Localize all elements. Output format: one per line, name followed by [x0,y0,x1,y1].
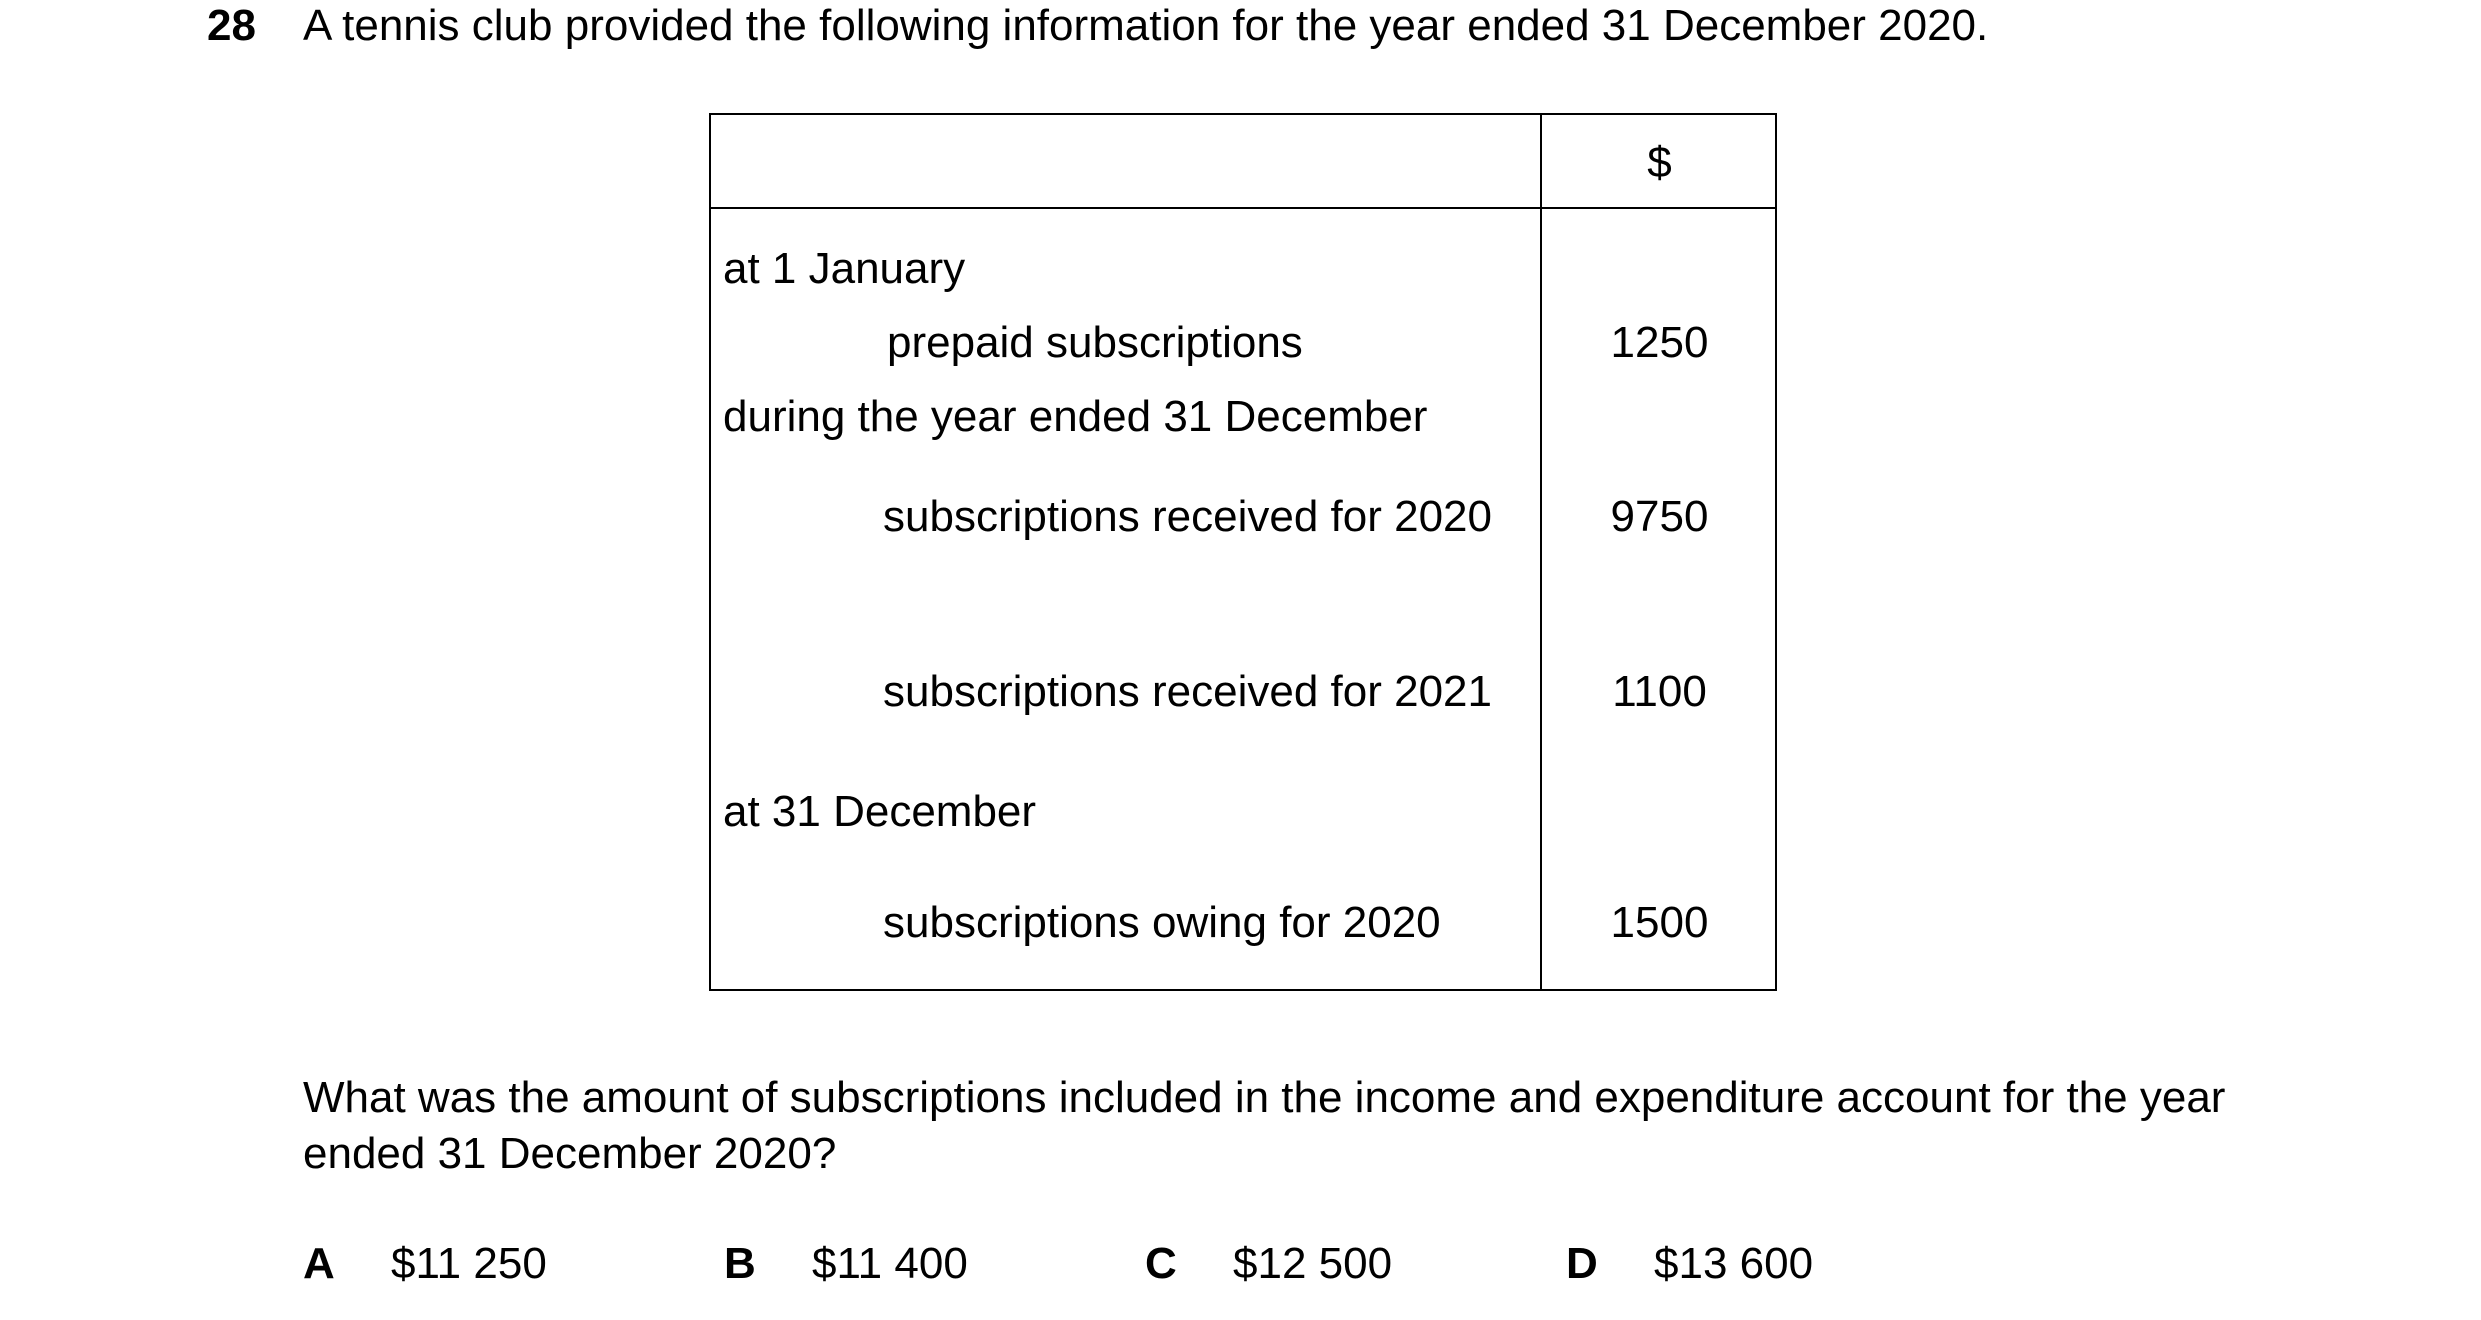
question-number: 28 [207,1,256,50]
option-b-value: $11 400 [812,1239,968,1288]
section-label-1-january: at 1 January [723,244,966,293]
option-a-value: $11 250 [391,1239,547,1288]
question-intro: A tennis club provided the following information for the year ended 31 December 2020. [303,1,1989,50]
option-c[interactable] [1145,1238,1392,1290]
row-amount-owing-2020: 1500 [1610,898,1709,947]
row-amount-received-2021: 1100 [1612,667,1707,716]
option-c-value: $12 500 [1233,1239,1393,1288]
option-b[interactable] [724,1238,968,1290]
option-a-letter: A [303,1239,335,1288]
row-amount-prepaid-subscriptions: 1250 [1610,318,1709,367]
section-label-31-december: at 31 December [723,787,1037,836]
option-d[interactable] [1566,1238,1813,1290]
option-c-letter: C [1145,1239,1177,1288]
currency-header: $ [1647,138,1672,187]
row-label-prepaid-subscriptions: prepaid subscriptions [887,318,1303,367]
information-table [709,113,1777,991]
header-divider [711,207,1775,209]
row-amount-received-2020: 9750 [1610,492,1709,541]
option-a[interactable] [303,1238,547,1290]
option-d-value: $13 600 [1654,1239,1814,1288]
column-divider [1540,115,1542,989]
option-b-letter: B [724,1239,756,1288]
question-text: What was the amount of subscriptions included in the income and expenditure account for the year ended 31 December 2020? [303,1073,2226,1178]
row-label-received-2020: subscriptions received for 2020 [883,492,1492,541]
option-d-letter: D [1566,1239,1598,1288]
row-label-received-2021: subscriptions received for 2021 [883,667,1492,716]
section-label-during-year: during the year ended 31 December [723,392,1428,441]
row-label-owing-2020: subscriptions owing for 2020 [883,898,1441,947]
